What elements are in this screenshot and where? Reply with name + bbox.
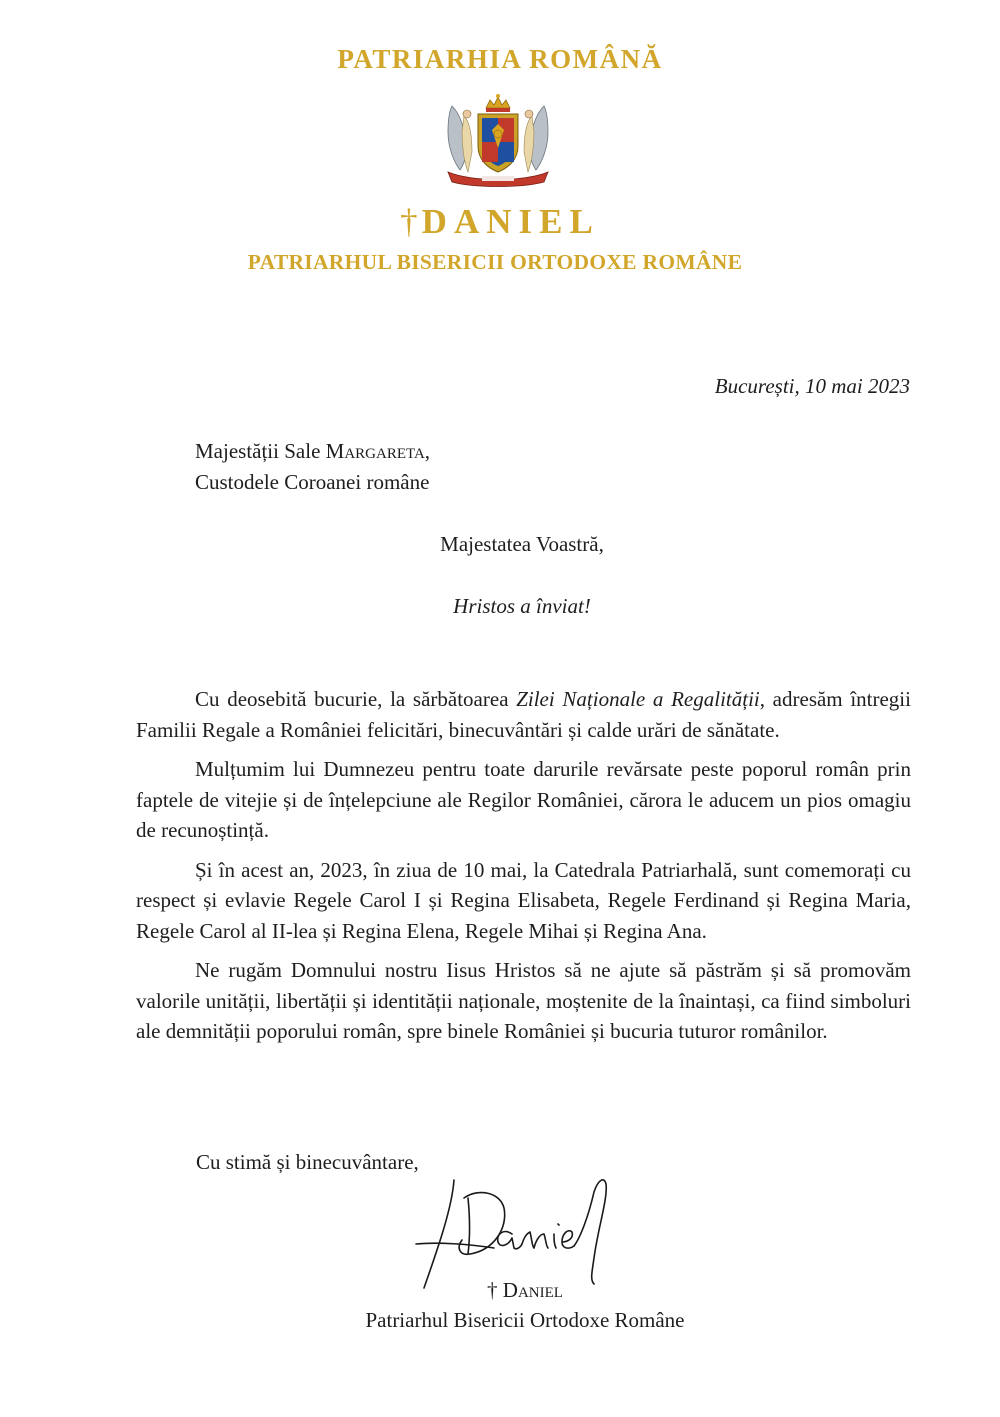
patriarch-title: PATRIARHUL BISERICII ORTODOXE ROMÂNE [247,250,743,274]
easter-greeting: Hristos a înviat! [453,594,591,618]
signatory-name: † Daniel [487,1278,563,1302]
letter-body [136,684,911,1056]
salutation: Majestatea Voastră, [440,532,604,556]
national-day-name: Zilei Naționale a Regalității [516,687,760,711]
addressee-line-2: Custodele Coroanei române [195,470,430,494]
paragraph-2: Mulțumim lui Dumnezeu pentru toate darurile revărsate peste poporul român prin faptele de vitejie și de înțelepciune ale Regilor României, cărora le aducem un pios omagiu de recunoștință. [136,757,911,842]
letter-date: București, 10 mai 2023 [714,374,910,398]
organization-name: PATRIARHIA ROMÂNĂ [337,44,663,74]
paragraph-3: Și în acest an, 2023, în ziua de 10 mai, la Catedrala Patriarhală, sunt comemorați cu respect și evlavie Regele Carol I și Regina Elisabeta, Regele Ferdinand și Regina Maria, Regele Carol al II-lea și Regina Elena, Regele Mihai și Regina Ana. [136,857,911,943]
addressee-line-1: Majestății Sale Margareta, [195,439,431,463]
paragraph-4: Ne rugăm Domnului nostru Iisus Hristos să ne ajute să păstrăm și să promovăm valorile unității, libertății și identității naționale, moștenite de la înaintași, ca fiind simboluri ale demnității poporului român, spre binele României și bucuria tuturor românilor. [136,958,911,1043]
closing-line: Cu stimă și binecuvântare, [196,1150,419,1174]
addressee-name: Margareta [325,439,425,463]
patriarch-name-text: DANIEL [421,202,600,241]
addressee [195,436,430,498]
signatory-title: Patriarhul Bisericii Ortodoxe Române [365,1308,685,1332]
coat-of-arms-icon [442,92,554,188]
patriarch-name [0,202,1000,242]
cross-icon: † [400,202,418,241]
paragraph-1: Cu deosebită bucurie, la sărbătoarea Zilei Naționale a Regalității, adresăm întregii Familii Regale a României felicitări, binecuvântări și calde urări de sănătate. [136,687,911,742]
